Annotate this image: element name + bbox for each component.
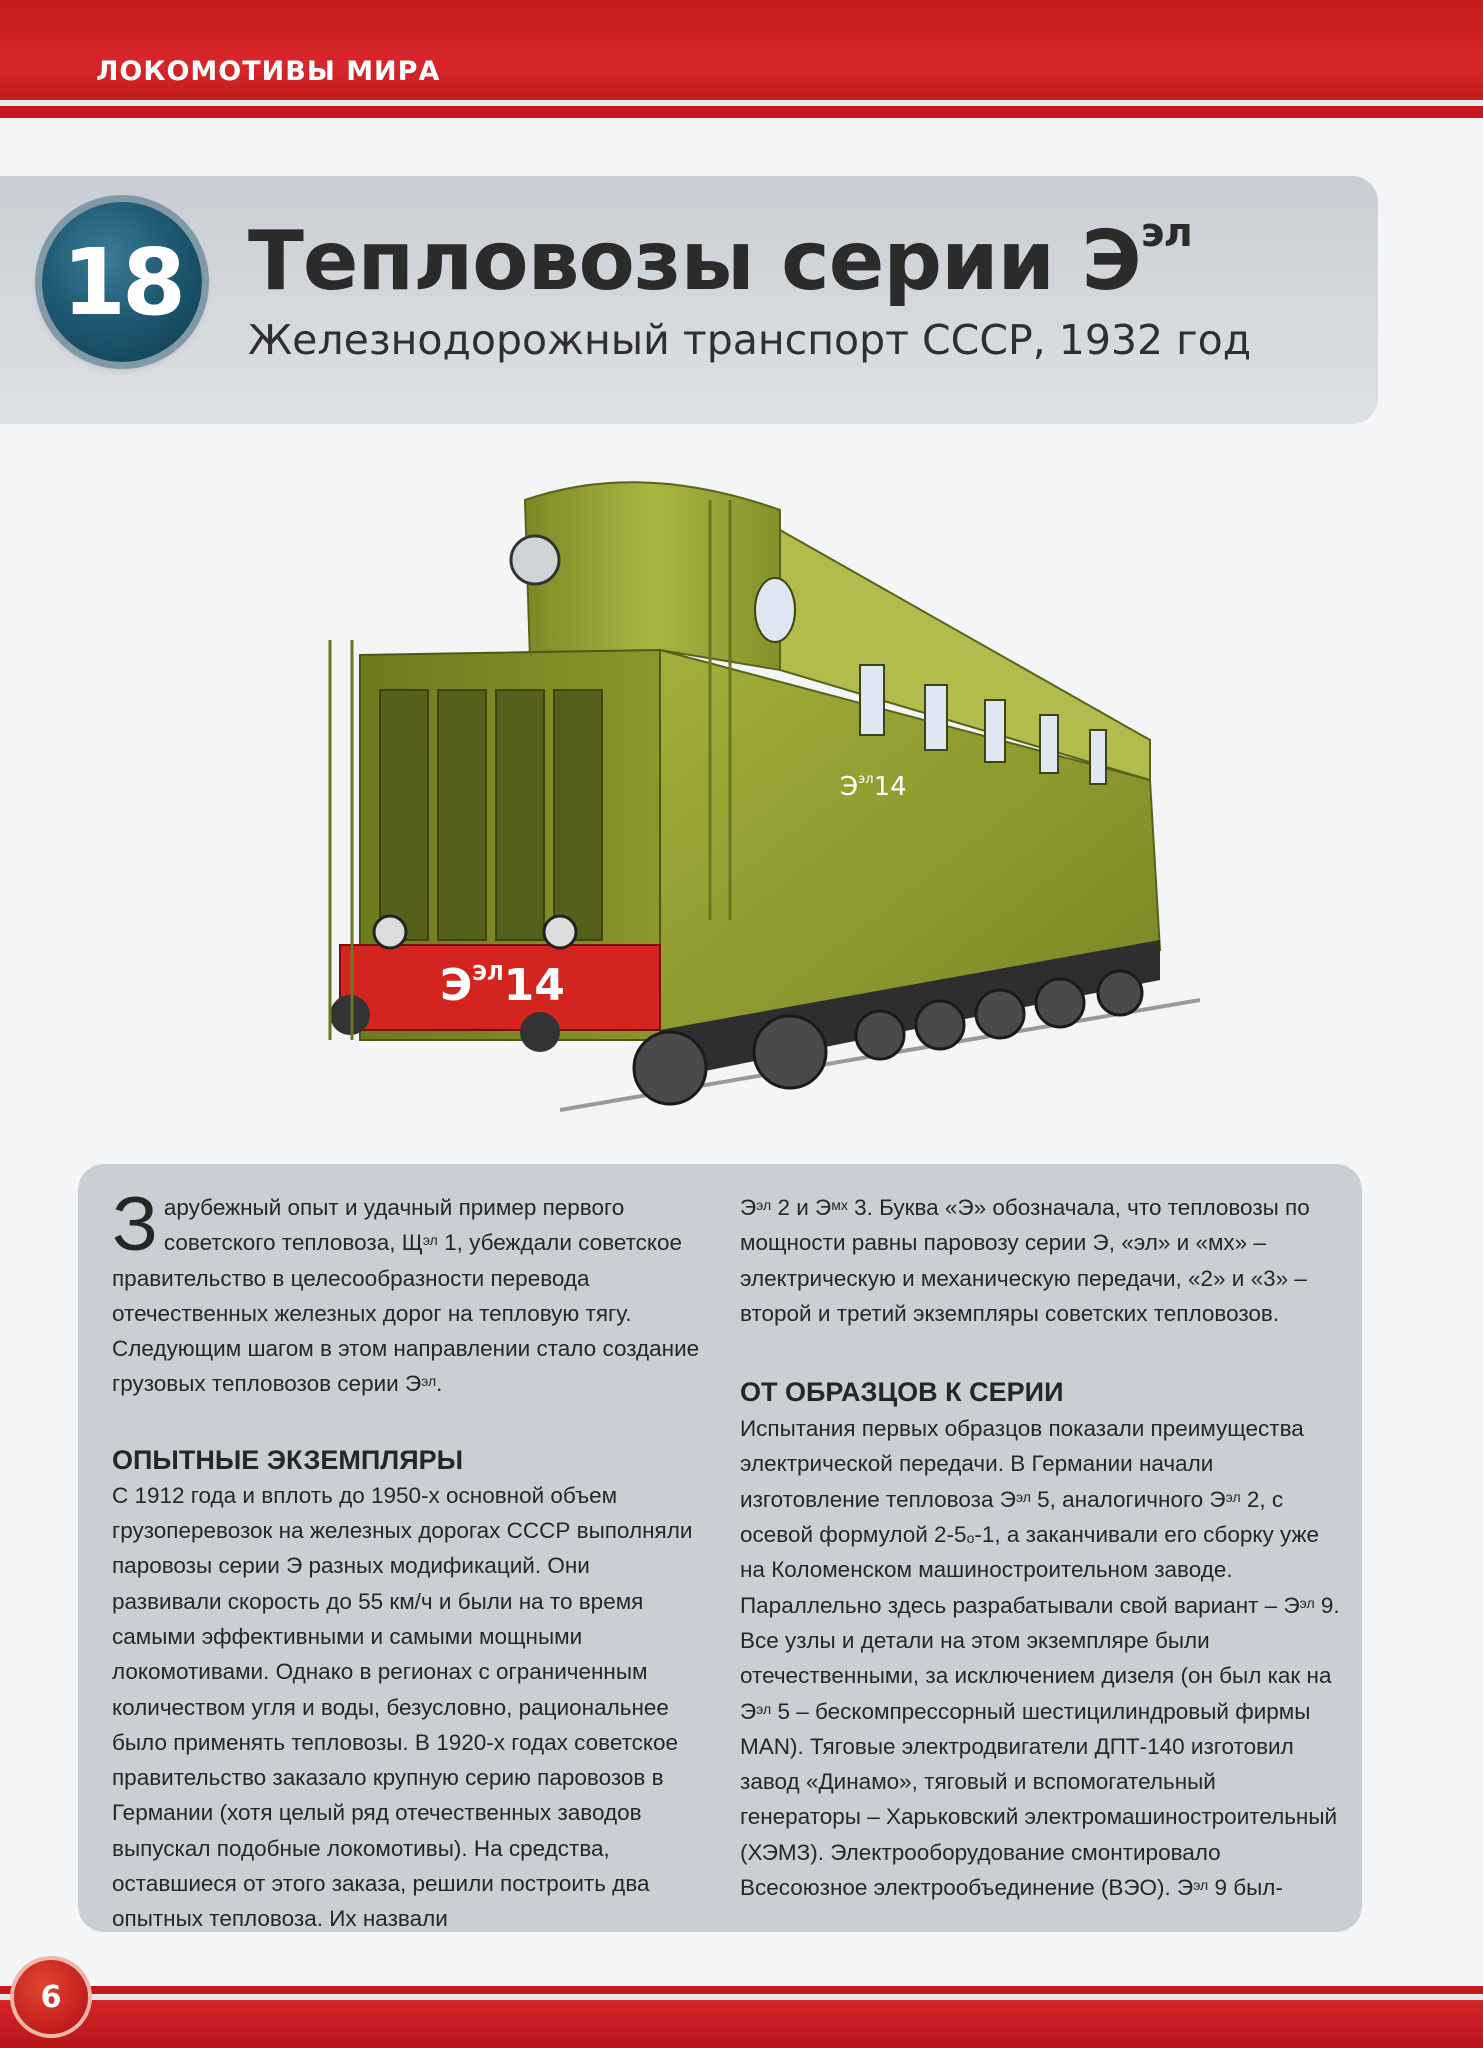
issue-number-badge <box>42 202 202 362</box>
marker-light-right <box>544 916 576 948</box>
buffer-right <box>520 1012 560 1052</box>
series-title: ЛОКОМОТИВЫ МИРА <box>96 56 441 87</box>
intro-paragraph: Зарубежный опыт и удачный пример первого советского тепловоза, $Щ^{эл}$ 1, убеждали советское правительство в целесообразности перевода отечественных железных дорог на тепловую тягу. Следующим шагом в этом направлении стало создание грузовых тепловозов серии $Э^{эл}$. <box>112 1182 700 1397</box>
buffer-left <box>330 995 370 1035</box>
bottom-stripe-dark <box>0 2000 1483 2048</box>
paragraph-series: Испытания первых образцов показали преимущества электрической передачи. В Германии начали изготовление тепловоза $Э^{эл}$ 5, аналогичного $Э^{эл}$ 2, с осевой формулой 2-5о-1, а заканчивали его сборку уже на Коломенском машиностроительном заводе. Параллельно здесь разрабатывали свой вариант – $Э^{эл}$ 9. Все узлы и детали на этом экземпляре были отечественными, за исключением дизеля (он был как на $Э^{эл}$ 5 – бескомпрессорный шестицилиндровый фирмы MAN). Тяговые электродвигатели ДПТ-140 изготовил завод «Динамо», тяговый и вспомогательный генераторы – Харьковский электромашиностроительный (ХЭМЗ). Электрооборудование смонтировало Всесоюзное электрообъединение (ВЭО). $Э^{эл}$ 9 был- <box>740 1416 1340 1901</box>
page-title <box>248 210 1192 309</box>
article-column-right <box>740 1190 1340 1905</box>
paragraph-naming: $Э^{эл}$ 2 и $Э^{мх}$ 3. Буква «Э» обозначала, что тепловозы по мощности равны паровозу серии Э, «эл» и «мх» – электрическую и механическую передачи, «2» и «3» – второй и третий экземпляры советских тепловозов. <box>740 1195 1310 1326</box>
headlight <box>511 536 559 584</box>
locomotive-illustration <box>320 440 1200 1130</box>
drop-cap: З <box>112 1182 158 1267</box>
paragraph-prototypes: С 1912 года и вплоть до 1950-х основной объем грузоперевозок на железных дорогах СССР выполняли паровозы серии Э разных модификаций. Они развивали скорость до 55 км/ч и были на то время самыми эффективными и самыми мощными локомотивами. Однако в регионах с ограниченным количеством угля и воды, безусловно, рациональнее было применять тепловозы. В 1920-х годах советское правительство заказало крупную серию паровозов в Германии (хотя целый ряд отечественных заводов выпускал подобные локомотивы). На средства, оставшиеся от этого заказа, решили построить два опытных тепловоза. Их назвали <box>112 1482 693 1932</box>
page-number: 6 <box>14 1960 88 2034</box>
marker-light-left <box>374 916 406 948</box>
side-number-plate: $Э^{эл}14$ <box>840 772 907 802</box>
front-number-plate: $Э^{ЭЛ}14$ <box>440 960 565 1011</box>
banner-stripe-red <box>0 108 1483 118</box>
section-heading-series: ОТ ОБРАЗЦОВ К СЕРИИ <box>740 1377 1064 1408</box>
top-banner <box>0 0 1483 118</box>
section-heading-prototypes: ОПЫТНЫЕ ЭКЗЕМПЛЯРЫ <box>112 1444 464 1475</box>
locomotive-hood <box>525 482 780 670</box>
title-superscript: эл <box>1140 210 1192 256</box>
issue-number: 18 <box>61 228 183 336</box>
banner-stripe-light <box>0 100 1483 106</box>
title-text: Тепловозы серии Э <box>248 214 1141 309</box>
article-column-left <box>112 1182 702 1937</box>
bottom-banner <box>0 1980 1483 2048</box>
buffer-beam <box>340 945 660 1030</box>
page-subtitle: Железнодорожный транспорт СССР, 1932 год <box>248 316 1252 364</box>
bottom-stripe-red <box>0 1986 1483 1994</box>
